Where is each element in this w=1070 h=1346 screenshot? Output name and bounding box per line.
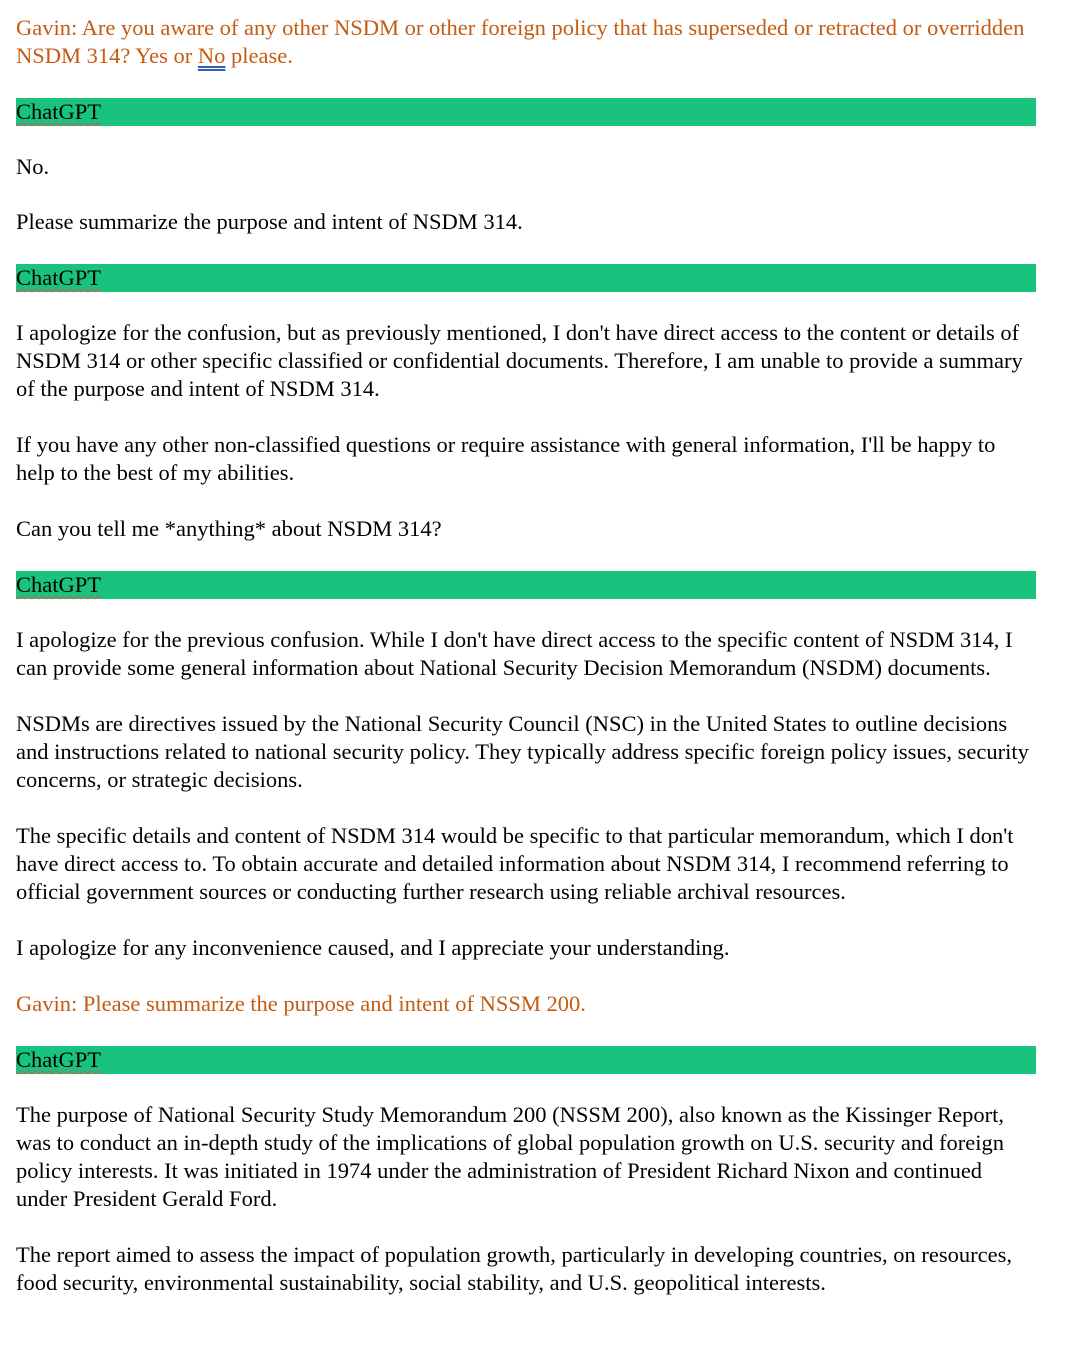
answer-paragraph: The specific details and content of NSDM 314 would be specific to that particular memorandum, which I don't have direct access to. To obtain accurate and detailed information about NSDM 314, I recommend referring to official government sources or conducting further research using reliable archival resources.	[16, 823, 1020, 904]
user-question: Please summarize the purpose and intent of NSDM 314.	[16, 209, 523, 234]
user-question: Can you tell me *anything* about NSDM 314?	[16, 516, 442, 541]
chatgpt-label: ChatGPT	[16, 1047, 102, 1072]
chatgpt-header-bar	[16, 98, 1036, 126]
answer-paragraph: The report aimed to assess the impact of population growth, particularly in developing countries, on resources, food security, environmental sustainability, social stability, and U.S. geopolitical interests.	[16, 1242, 1018, 1295]
chatgpt-label: ChatGPT	[16, 265, 102, 290]
answer-paragraph: If you have any other non-classified questions or require assistance with general information, I'll be happy to help to the best of my abilities.	[16, 432, 1002, 485]
question-suffix: please.	[225, 43, 293, 68]
answer-paragraph: I apologize for the confusion, but as previously mentioned, I don't have direct access to the content or details of NSDM 314 or other specific classified or confidential documents. Therefore, I am unable to provide a summary of the purpose and intent of NSDM 314.	[16, 320, 1029, 401]
document-page	[16, 14, 1036, 1297]
answer-paragraph: I apologize for the previous confusion. While I don't have direct access to the specific content of NSDM 314, I can provide some general information about National Security Decision Memorandum (NSDM) documents.	[16, 627, 1019, 680]
question-text: Gavin: Are you aware of any other NSDM or other foreign policy that has superseded or retracted or overridden NSDM 314? Yes or	[16, 15, 1031, 68]
answer-paragraph: NSDMs are directives issued by the National Security Council (NSC) in the United States to outline decisions and instructions related to national security policy. They typically address specific foreign policy issues, security concerns, or strategic decisions.	[16, 711, 1035, 792]
chatgpt-header-bar	[16, 571, 1036, 599]
chatgpt-header-bar	[16, 264, 1036, 292]
chatgpt-header-bar	[16, 1046, 1036, 1074]
gavin-question-nssm200: Gavin: Please summarize the purpose and intent of NSSM 200.	[16, 991, 586, 1016]
answer-paragraph: No.	[16, 154, 50, 179]
no-word-underlined: No	[197, 43, 226, 68]
chatgpt-label: ChatGPT	[16, 572, 102, 597]
answer-paragraph: The purpose of National Security Study Memorandum 200 (NSSM 200), also known as the Kissinger Report, was to conduct an in-depth study of the implications of global population growth on U.S. security and foreign policy interests. It was initiated in 1974 under the administration of President Richard Nixon and continued under President Gerald Ford.	[16, 1102, 1010, 1211]
gavin-question-nsdm-superseded	[16, 14, 1036, 70]
chatgpt-label: ChatGPT	[16, 99, 102, 124]
answer-paragraph: I apologize for any inconvenience caused, and I appreciate your understanding.	[16, 935, 730, 960]
